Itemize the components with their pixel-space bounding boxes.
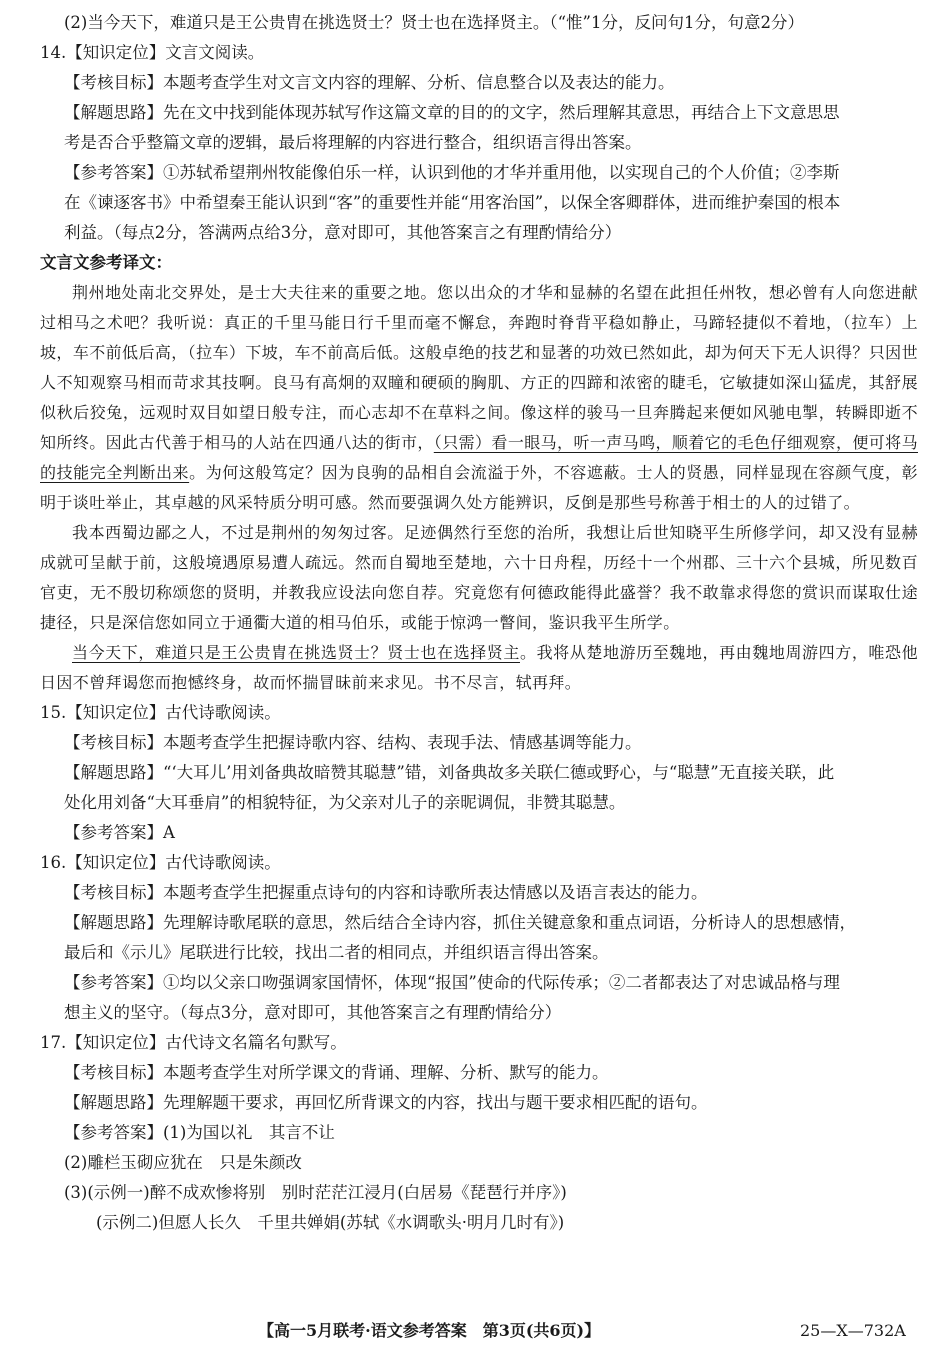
- translation-paragraph-2: 我本西蜀边鄙之人，不过是荆州的匆匆过客。足迹偶然行至您的治所，我想让后世知晓平生所修学问，却又没有显赫成就可呈献于前，这般境遇原易遭人疏远。然而自蜀地至楚地，六十日舟程，历经十一个州郡、三十六个县城，所见数百官吏，无不殷切称颂您的贤明，并教我应设法向您自荐。究竟您有何德政能得此盛誉？我不敢靠求得您的赏识而谋取仕途捷径，只是深信您如同立于通衢大道的相马伯乐，或能于惊鸿一瞥间，鉴识我平生所学。: [40, 523, 918, 632]
- q14-approach-line-2: 考是否合乎整篇文章的逻辑，最后将理解的内容进行整合，组织语言得出答案。: [64, 133, 642, 152]
- q16-approach-line-2: 最后和《示儿》尾联进行比较，找出二者的相同点，并组织语言得出答案。: [64, 943, 609, 962]
- q15-target: 【考核目标】本题考查学生把握诗歌内容、结构、表现手法、情感基调等能力。: [64, 733, 642, 752]
- q14-knowledge-text: 【知识定位】文言文阅读。: [66, 43, 265, 62]
- footer-exam-code: 25—X—732A: [800, 1321, 906, 1340]
- q17-knowledge-text: 【知识定位】古代诗文名篇名句默写。: [66, 1033, 347, 1052]
- q17-answer-line-1: 【参考答案】(1)为国以礼 其言不让: [64, 1123, 335, 1142]
- page-footer: [0, 1316, 950, 1346]
- q15-knowledge: [40, 698, 918, 728]
- q14-answer-line-2: 在《谏逐客书》中希望秦王能认识到“客”的重要性并能“用客治国”，以保全客卿群体，进而维护秦国的根本: [64, 193, 841, 212]
- q16-knowledge-text: 【知识定位】古代诗歌阅读。: [66, 853, 281, 872]
- translation-p1-text-after: 。为何这般笃定？因为良驹的品相自会流溢于外，不容遮蔽。士人的贤愚，同样显现在容颜气度，彰明于谈吐举止，其卓越的风采特质分明可感。然而要强调久处方能辨识，反倒是那些号称善于相士的人的过错了。: [40, 463, 918, 512]
- q17-approach: 【解题思路】先理解题干要求，再回忆所背课文的内容，找出与题干要求相匹配的语句。: [64, 1093, 708, 1112]
- q15-number: 15.: [40, 703, 67, 722]
- q16-target: 【考核目标】本题考查学生把握重点诗句的内容和诗歌所表达情感以及语言表达的能力。: [64, 883, 708, 902]
- q15-knowledge-text: 【知识定位】古代诗歌阅读。: [66, 703, 281, 722]
- q14-knowledge: [40, 38, 918, 68]
- q15-answer: 【参考答案】A: [64, 823, 175, 842]
- translation-p3-text-after: 。我将从楚地游历至魏地，再由魏地周游四方，唯恐他日因不曾拜谒您而抱憾终身，故而怀揣冒昧前来求见。书不尽言，轼再拜。: [40, 643, 918, 692]
- q17-answer-line-3: (3)(示例一)醉不成欢惨将别 别时茫茫江浸月(白居易《琵琶行并序》): [64, 1183, 567, 1202]
- q16-number: 16.: [40, 853, 67, 872]
- q16-approach-line-1: 【解题思路】先理解诗歌尾联的意思，然后结合全诗内容，抓住关键意象和重点词语，分析诗人的思想感情，: [64, 913, 856, 932]
- page-content: [40, 8, 918, 1238]
- q16-knowledge: [40, 848, 918, 878]
- translation-paragraph-1: [40, 278, 918, 518]
- q15-approach-line-2: 处化用刘备“大耳垂肩”的相貌特征，为父亲对儿子的亲昵调侃，非赞其聪慧。: [64, 793, 626, 812]
- q17-answer-line-4: (示例二)但愿人长久 千里共婵娟(苏轼《水调歌头·明月几时有》): [96, 1213, 565, 1232]
- q14-answer-line-1: 【参考答案】①苏轼希望荆州牧能像伯乐一样，认识到他的才华并重用他，以实现自己的个人价值；②李斯: [64, 163, 840, 182]
- translation-p1-text-before: 荆州地处南北交界处，是士大夫往来的重要之地。您以出众的才华和显赫的名望在此担任州牧，想必曾有人向您进献过相马之术吧？我听说：真正的千里马能日行千里而毫不懈怠，奔跑时脊背平稳如静止，马蹄轻捷似不着地，（拉车）上坡，车不前低后高，（拉车）下坡，车不前高后低。这般卓绝的技艺和显著的功效已然如此，却为何天下无人识得？只因世人不知观察马相而苛求其技啊。良马有高炯的双瞳和硬硕的胸肌、方正的四蹄和浓密的睫毛，它敏捷如深山猛虎，其舒展似秋后狡兔，远观时双目如望日般专注，而心志却不在草料之间。像这样的骏马一旦奔腾起来便如风驰电掣，转瞬即逝不知所终。因此古代善于相马的人站在四通八达的街市，: [40, 283, 918, 452]
- translation-p3-underlined: 当今天下，难道只是王公贵胄在挑选贤士？贤士也在选择贤主: [72, 643, 520, 662]
- translation-p1-underlined: （只需）看一眼马，听一声马鸣，顺着它的毛色仔细观察，便可将马的技能完全判断出来: [40, 433, 918, 482]
- q16-answer-line-2: 想主义的坚守。（每点3分，意对即可，其他答案言之有理酌情给分）: [64, 1003, 562, 1022]
- q17-answer-line-2: (2)雕栏玉砌应犹在 只是朱颜改: [64, 1153, 302, 1172]
- q17-knowledge: [40, 1028, 918, 1058]
- q14-number: 14.: [40, 43, 67, 62]
- q14-answer-line-3: 利益。（每点2分，答满两点给3分，意对即可，其他答案言之有理酌情给分）: [64, 223, 622, 242]
- q14-target: 【考核目标】本题考查学生对文言文内容的理解、分析、信息整合以及表达的能力。: [64, 73, 675, 92]
- q17-target: 【考核目标】本题考查学生对所学课文的背诵、理解、分析、默写的能力。: [64, 1063, 609, 1082]
- q17-number: 17.: [40, 1033, 67, 1052]
- footer-title: 【高一5月联考·语文参考答案 第3页(共6页)】: [258, 1321, 601, 1340]
- q15-approach-line-1: 【解题思路】“‘大耳儿’用刘备典故暗赞其聪慧”错，刘备典故多关联仁德或野心，与“聪慧”无直接关联，此: [64, 763, 835, 782]
- q16-answer-line-1: 【参考答案】①均以父亲口吻强调家国情怀，体现“报国”使命的代际传承；②二者都表达了对忠诚品格与理: [64, 973, 840, 992]
- q14-approach-line-1: 【解题思路】先在文中找到能体现苏轼写作这篇文章的目的的文字，然后理解其意思，再结合上下文意思思: [64, 103, 840, 122]
- translation-heading: 文言文参考译文：: [40, 253, 172, 272]
- translation-paragraph-3: [40, 638, 918, 698]
- q13-tail-line: (2)当今天下，难道只是王公贵胄在挑选贤士？贤士也在选择贤主。（“惟”1分，反问句1分，句意2分）: [64, 13, 804, 32]
